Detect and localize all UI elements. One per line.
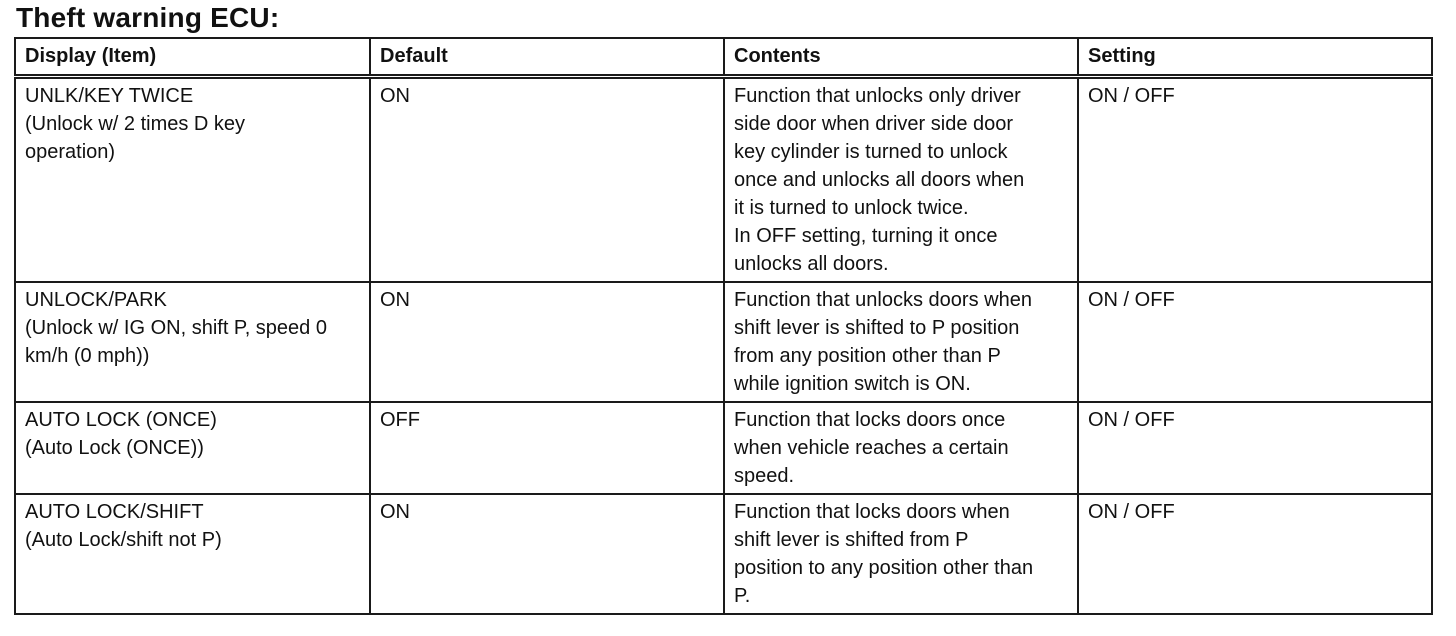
contents-line: Function that locks doors once <box>734 409 1006 431</box>
display-item-line: AUTO LOCK/SHIFT <box>25 501 204 523</box>
setting-cell: ON / OFF <box>1078 282 1432 402</box>
display-item-line: (Unlock w/ IG ON, shift P, speed 0 <box>25 317 327 339</box>
display-item-line: (Unlock w/ 2 times D key <box>25 113 246 135</box>
default-cell: ON <box>370 494 724 614</box>
contents-line: position to any position other than <box>734 557 1034 579</box>
display-item-cell <box>15 282 370 402</box>
display-item-line: (Auto Lock/shift not P) <box>25 529 222 551</box>
contents-line: In OFF setting, turning it once <box>734 225 998 247</box>
contents-cell <box>724 402 1078 494</box>
column-header-default: Default <box>370 38 724 77</box>
setting-cell: ON / OFF <box>1078 494 1432 614</box>
contents-line: shift lever is shifted from P <box>734 529 969 551</box>
page-title: Theft warning ECU: <box>16 2 280 33</box>
default-cell: OFF <box>370 402 724 494</box>
contents-line: side door when driver side door <box>734 113 1014 135</box>
table-row-auto-lock-once <box>15 402 1432 494</box>
contents-line: while ignition switch is ON. <box>734 373 971 395</box>
setting-cell: ON / OFF <box>1078 402 1432 494</box>
table-row-unlock-park <box>15 282 1432 402</box>
table-header-row <box>15 38 1432 77</box>
contents-line: speed. <box>734 465 795 487</box>
contents-line: once and unlocks all doors when <box>734 169 1025 191</box>
display-item-line: (Auto Lock (ONCE)) <box>25 437 204 459</box>
default-cell: ON <box>370 282 724 402</box>
contents-cell <box>724 77 1078 283</box>
contents-line: key cylinder is turned to unlock <box>734 141 1008 163</box>
contents-cell <box>724 282 1078 402</box>
column-header-setting: Setting <box>1078 38 1432 77</box>
display-item-line: km/h (0 mph)) <box>25 345 150 367</box>
contents-line: from any position other than P <box>734 345 1001 367</box>
ecu-settings-table <box>14 37 1433 615</box>
display-item-line: AUTO LOCK (ONCE) <box>25 409 217 431</box>
contents-line: shift lever is shifted to P position <box>734 317 1020 339</box>
display-item-line: UNLOCK/PARK <box>25 289 167 311</box>
display-item-cell <box>15 77 370 283</box>
table-row-auto-lock-shift <box>15 494 1432 614</box>
contents-line: when vehicle reaches a certain <box>734 437 1009 459</box>
contents-cell <box>724 494 1078 614</box>
contents-line: Function that locks doors when <box>734 501 1010 523</box>
default-cell: ON <box>370 77 724 283</box>
contents-line: P. <box>734 585 751 607</box>
contents-line: unlocks all doors. <box>734 253 889 275</box>
table-row-unlk-key-twice <box>15 77 1432 283</box>
column-header-display-item: Display (Item) <box>15 38 370 77</box>
display-item-line: operation) <box>25 141 116 163</box>
contents-line: Function that unlocks doors when <box>734 289 1032 311</box>
setting-cell: ON / OFF <box>1078 77 1432 283</box>
contents-line: it is turned to unlock twice. <box>734 197 969 219</box>
display-item-cell <box>15 494 370 614</box>
column-header-contents: Contents <box>724 38 1078 77</box>
display-item-cell <box>15 402 370 494</box>
display-item-line: UNLK/KEY TWICE <box>25 85 194 107</box>
contents-line: Function that unlocks only driver <box>734 85 1021 107</box>
